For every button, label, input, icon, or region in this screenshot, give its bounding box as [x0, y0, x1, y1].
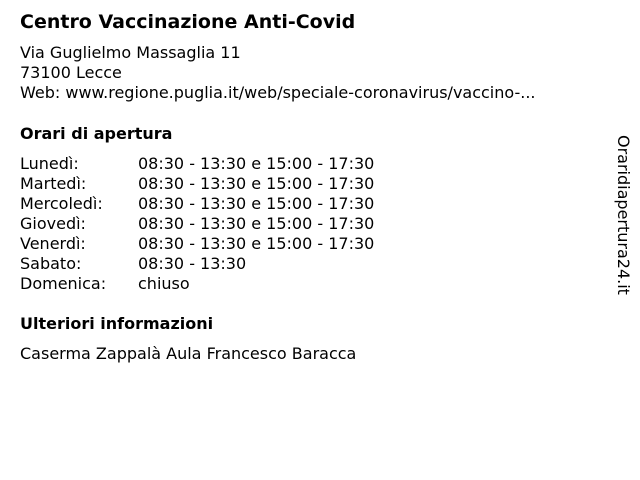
page-title: Centro Vaccinazione Anti-Covid: [20, 11, 356, 33]
address-block: [20, 43, 536, 103]
hours-row-sunday: [20, 274, 440, 294]
time-value: 08:30 - 13:30: [138, 254, 247, 273]
hours-row-saturday: [20, 254, 440, 274]
time-value: 08:30 - 13:30 e 15:00 - 17:30: [138, 154, 375, 173]
address-city: 73100 Lecce: [20, 63, 122, 82]
opening-hours-title: Orari di apertura: [20, 124, 173, 143]
day-label: Domenica:: [20, 274, 107, 293]
opening-hours-table: [20, 154, 440, 294]
day-label: Mercoledì:: [20, 194, 103, 213]
website-link[interactable]: Web: www.regione.puglia.it/web/speciale-coronavirus/vaccino-...: [20, 83, 536, 102]
day-label: Giovedì:: [20, 214, 86, 233]
more-info-text: Caserma Zappalà Aula Francesco Baracca: [20, 344, 357, 363]
hours-row-tuesday: [20, 174, 440, 194]
day-label: Martedì:: [20, 174, 87, 193]
day-label: Sabato:: [20, 254, 82, 273]
time-value: 08:30 - 13:30 e 15:00 - 17:30: [138, 234, 375, 253]
time-value: 08:30 - 13:30 e 15:00 - 17:30: [138, 174, 375, 193]
more-info-title: Ulteriori informazioni: [20, 314, 214, 333]
hours-row-thursday: [20, 214, 440, 234]
address-street: Via Guglielmo Massaglia 11: [20, 43, 241, 62]
time-value: 08:30 - 13:30 e 15:00 - 17:30: [138, 194, 375, 213]
hours-row-wednesday: [20, 194, 440, 214]
hours-row-monday: [20, 154, 440, 174]
day-label: Lunedì:: [20, 154, 79, 173]
time-value: 08:30 - 13:30 e 15:00 - 17:30: [138, 214, 375, 233]
hours-row-friday: [20, 234, 440, 254]
time-value: chiuso: [138, 274, 190, 293]
day-label: Venerdì:: [20, 234, 86, 253]
site-watermark: Oraridiapertura24.it: [614, 135, 633, 295]
